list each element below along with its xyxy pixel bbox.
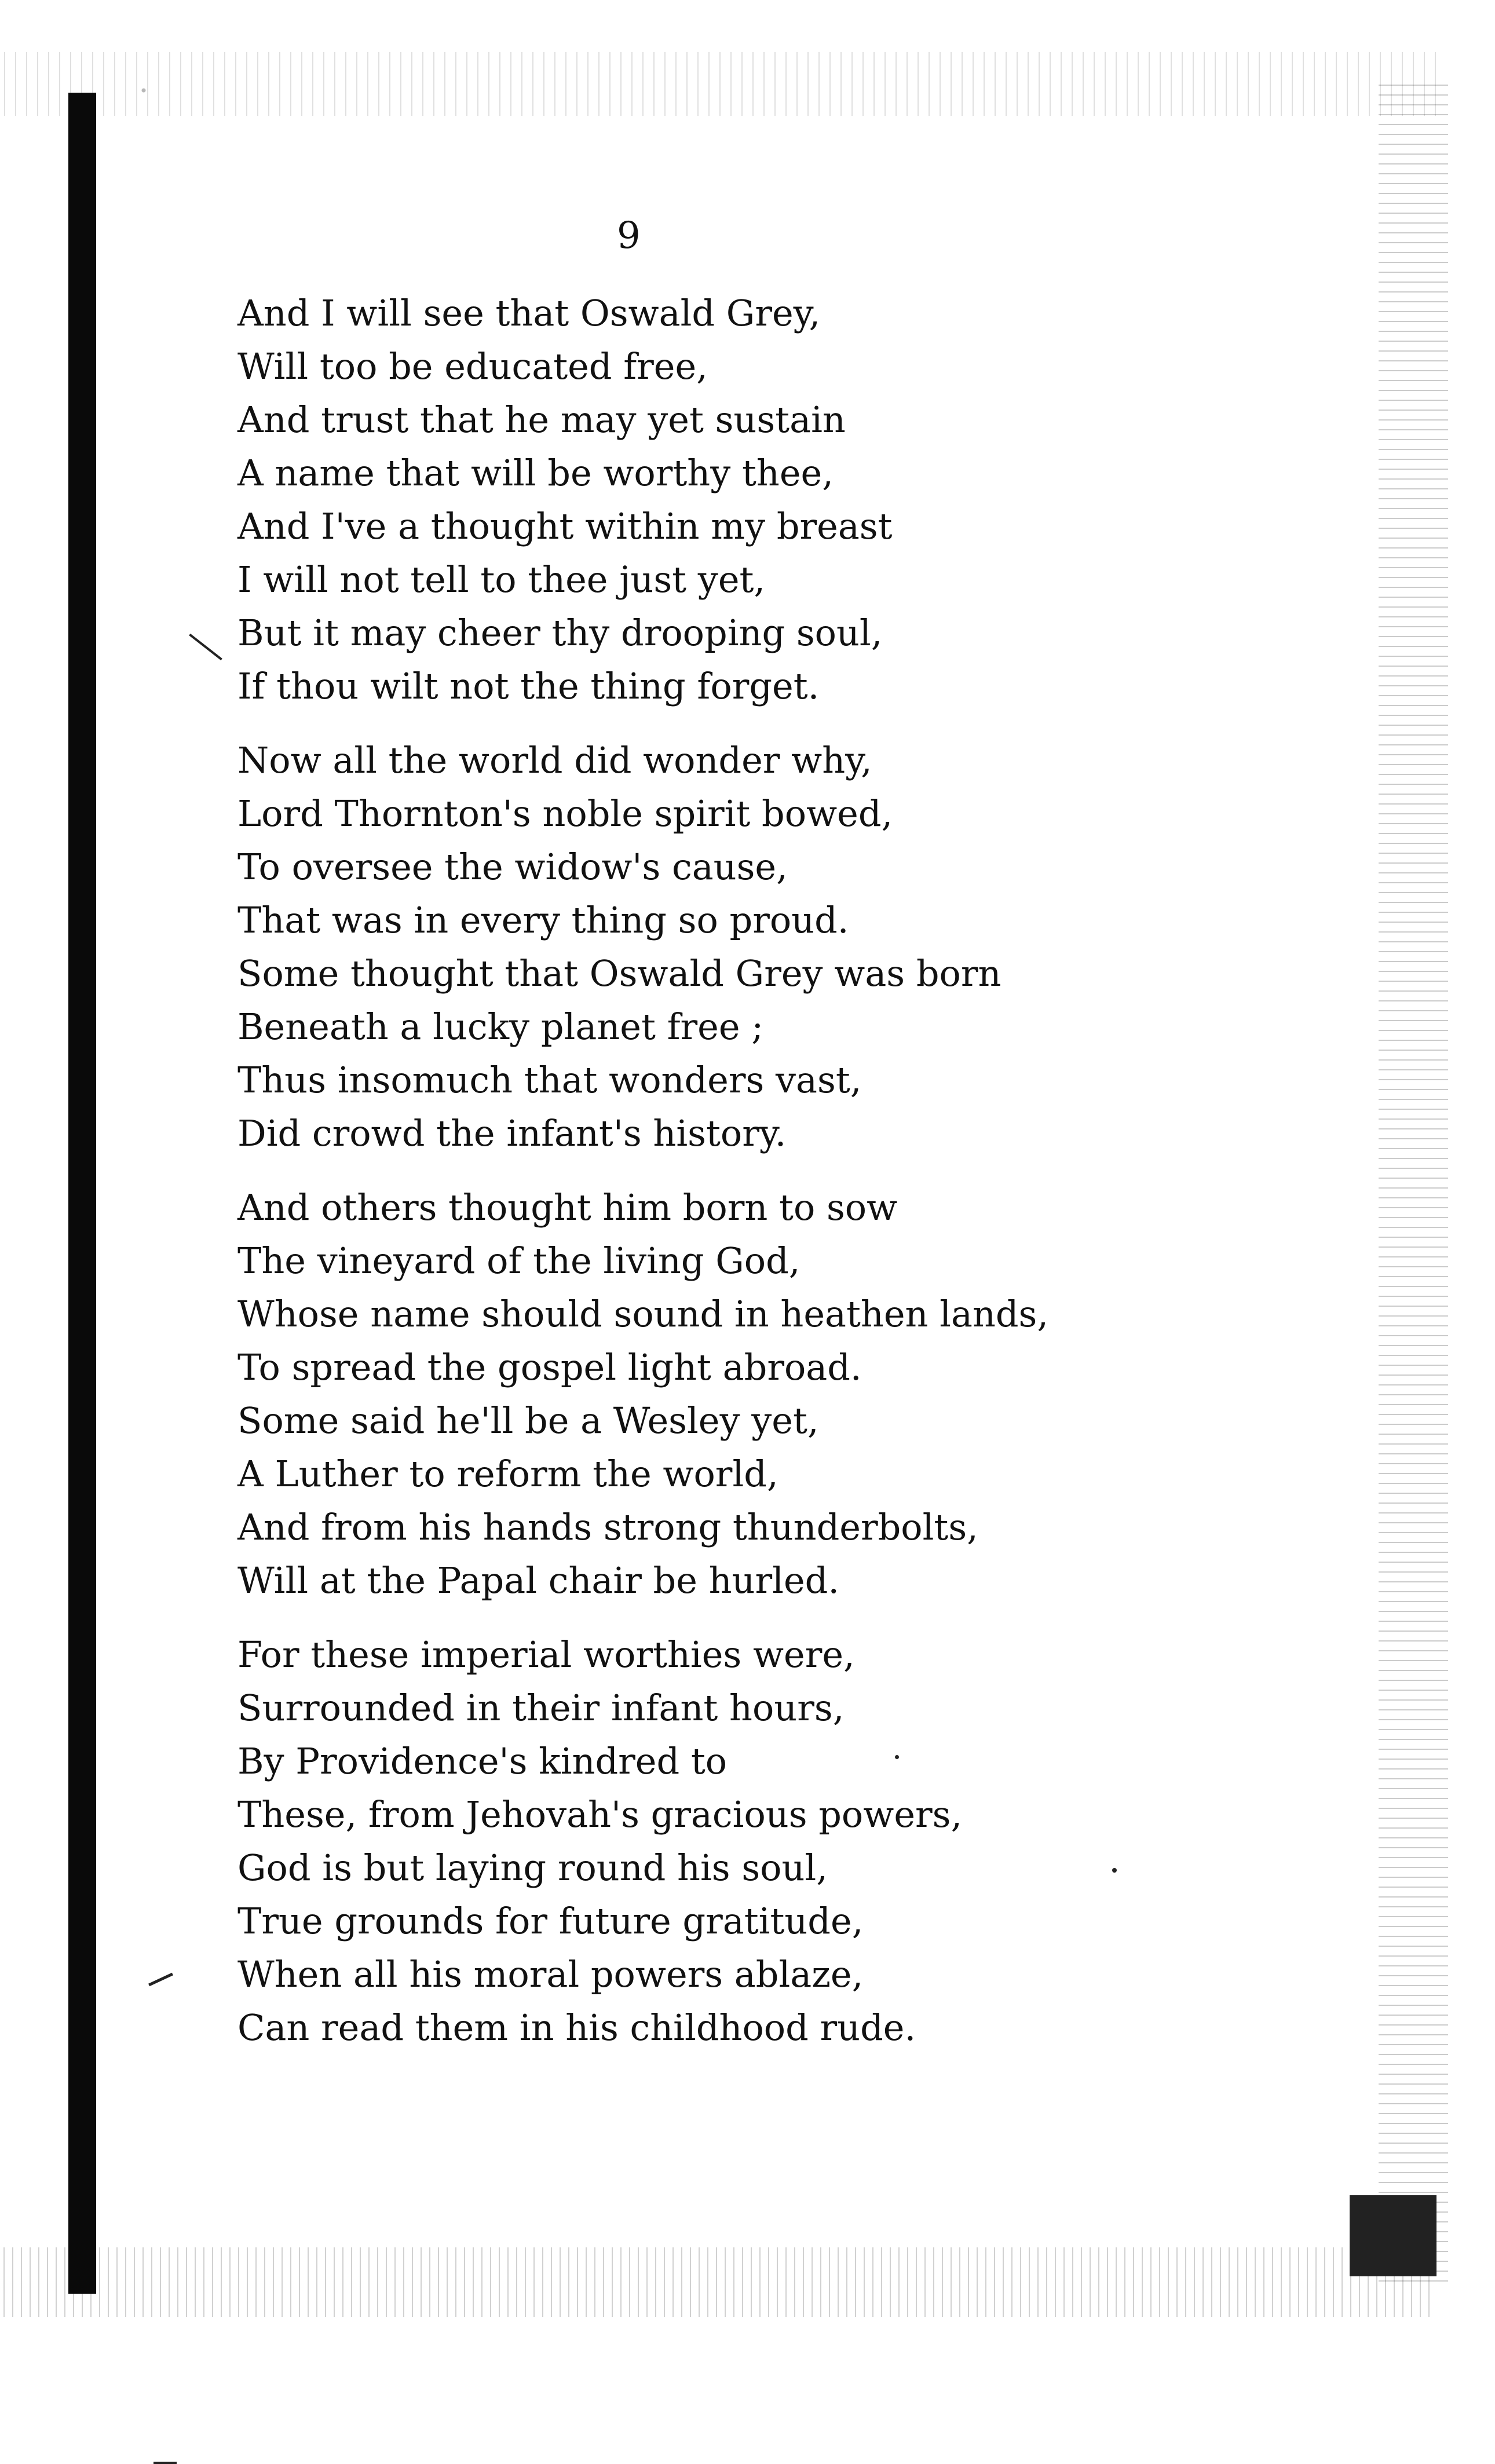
stanza	[237, 734, 1106, 1160]
stanza	[237, 1628, 1106, 2054]
poem-line: Some thought that Oswald Grey was born	[237, 952, 1001, 995]
poem-line: True grounds for future gratitude,	[237, 1900, 864, 1942]
poem-line: The vineyard of the living God,	[237, 1240, 800, 1282]
poem-line: That was in every thing so proud.	[237, 899, 849, 941]
poem-line: Will at the Papal chair be hurled.	[237, 1559, 840, 1602]
poem-line: And from his hands strong thunderbolts,	[237, 1506, 978, 1548]
binding-shadow	[68, 93, 96, 2294]
stanza	[237, 287, 1106, 713]
scan-speck	[153, 2462, 177, 2464]
poem-line: And I will see that Oswald Grey,	[237, 292, 821, 334]
scan-edge-top	[0, 52, 1436, 116]
poem-line: For these imperial worthies were,	[237, 1633, 855, 1676]
poem-line: Some said he'll be a Wesley yet,	[237, 1399, 819, 1442]
poem-line: These, from Jehovah's gracious powers,	[237, 1793, 963, 1836]
poem-line: And I've a thought within my breast	[237, 505, 893, 547]
poem-line: When all his moral powers ablaze,	[237, 1953, 864, 1995]
scan-speck	[148, 1973, 173, 1987]
poem-line: Whose name should sound in heathen lands,	[237, 1293, 1049, 1335]
poem-line: Will too be educated free,	[237, 345, 708, 387]
poem-line: God is but laying round his soul,	[237, 1847, 828, 1889]
stanza	[237, 1181, 1106, 1607]
poem-line: To spread the gospel light abroad.	[237, 1346, 862, 1388]
scan-speck	[189, 634, 222, 660]
scan-speck	[1112, 1868, 1117, 1873]
scan-edge-bottom	[0, 2247, 1436, 2317]
poem-line: Can read them in his childhood rude.	[237, 2006, 916, 2049]
poem-body	[237, 287, 1106, 2075]
poem-line: Thus insomuch that wonders vast,	[237, 1059, 862, 1101]
poem-line: Now all the world did wonder why,	[237, 739, 872, 781]
poem-line: Surrounded in their infant hours,	[237, 1687, 845, 1729]
poem-line: But it may cheer thy drooping soul,	[237, 612, 883, 654]
poem-line: And others thought him born to sow	[237, 1186, 898, 1229]
poem-line: A name that will be worthy thee,	[237, 452, 834, 494]
poem-line: And trust that he may yet sustain	[237, 399, 846, 441]
poem-line: I will not tell to thee just yet,	[237, 558, 766, 601]
poem-line: A Luther to reform the world,	[237, 1453, 778, 1495]
page-number: 9	[617, 214, 641, 257]
poem-line: Lord Thornton's noble spirit bowed,	[237, 792, 893, 835]
poem-line: By Providence's kindred to	[237, 1740, 728, 1782]
poem-line: Beneath a lucky planet free ;	[237, 1006, 764, 1048]
scan-edge-right	[1379, 81, 1448, 2282]
poem-line: If thou wilt not the thing forget.	[237, 665, 820, 707]
scan-corner-artifact	[1350, 2195, 1436, 2276]
poem-line: To oversee the widow's cause,	[237, 846, 788, 888]
poem-line: Did crowd the infant's history.	[237, 1112, 787, 1154]
